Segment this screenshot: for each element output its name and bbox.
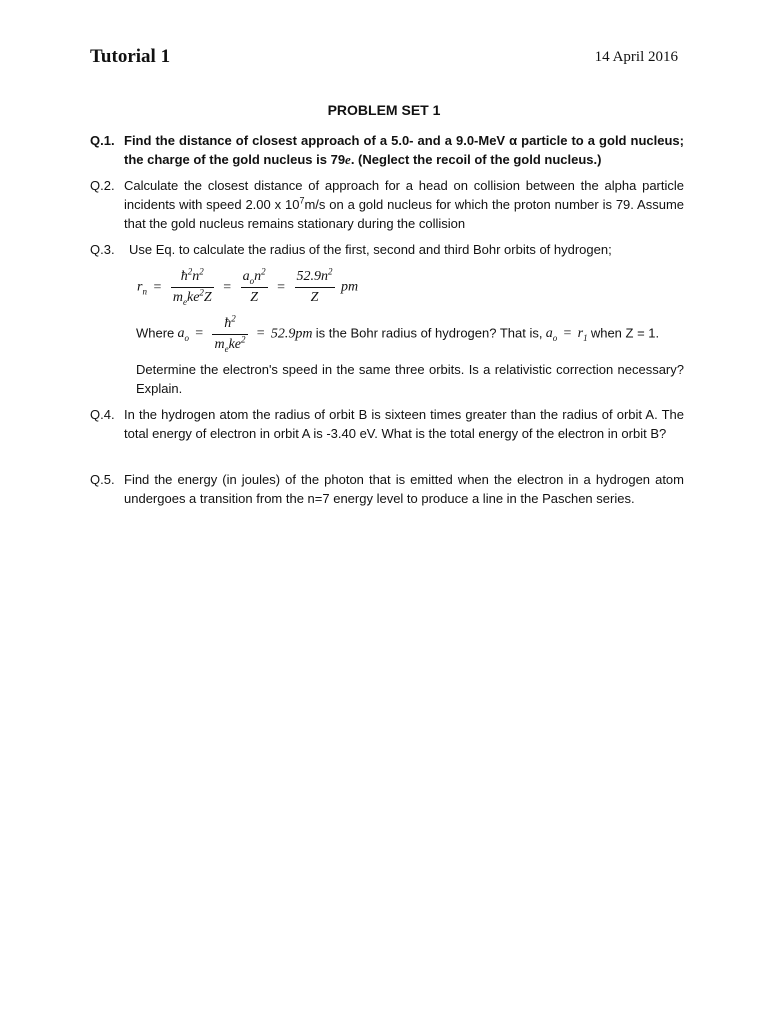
equation-fraction: $\frac{ħ^2}{m_eke^2}$ <box>214 313 246 354</box>
problem-set-title: PROBLEM SET 1 <box>327 102 441 118</box>
question-1 <box>90 131 684 169</box>
question-number: Q.2. <box>90 178 115 193</box>
equation-fraction: $\frac{52.9n^2}{Z}$ <box>296 266 333 305</box>
question-text: Determine the electron's speed in the same three orbits. Is a relativistic correction necessary? Explain. <box>136 362 684 396</box>
equation-fraction: $\frac{a_on^2}{Z}$ <box>242 266 266 305</box>
tutorial-title: Tutorial 1 <box>90 46 171 67</box>
question-text: Find the energy (in joules) of the photon that is emitted when the electron in a hydrogen atom undergoes a transition from the n=7 energy level to produce a line in the Paschen series. <box>124 472 684 506</box>
question-text: In the hydrogen atom the radius of orbit B is sixteen times greater than the radius of orbit A. The total energy of electron in orbit A is -3.40 eV. What is the total energy of the electron in orbit B? <box>124 407 684 441</box>
tutorial-date: 14 April 2016 <box>594 49 678 65</box>
question-3-followup <box>90 360 684 398</box>
question-text: Use Eq. to calculate the radius of the first, second and third Bohr orbits of hydrogen; <box>129 242 612 257</box>
question-number: Q.5. <box>90 472 115 487</box>
question-text: Calculate the closest distance of approach for a head on collision between the alpha particle incidents with speed 2.00 x $10^7m/s$ on a gold nucleus for which the proton number is 79. Assume that the gold nucleus remains stationary during the collision <box>124 178 685 231</box>
question-4 <box>90 405 684 443</box>
bohr-radius-equation: $r_n$ = $\frac{ħ^2n^2}{m_eke^2Z}$ = $\frac{a_on^2}{Z}$ = $\frac{52.9n^2}{Z}$ pm <box>137 266 359 307</box>
question-5 <box>90 470 684 508</box>
question-2 <box>90 176 684 233</box>
equation-fraction: $\frac{ħ^2n^2}{m_eke^2Z}$ <box>172 266 212 307</box>
question-number: Q.3. <box>90 242 115 257</box>
question-number: Q.1. <box>90 133 115 148</box>
question-number: Q.4. <box>90 407 115 422</box>
question-text: Find the distance of closest approach of a 5.0- and a 9.0-MeV α particle to a gold nucleus; the charge of the gold nucleus is 79e. (Neglect the recoil of the gold nucleus.) <box>124 133 684 167</box>
question-3 <box>90 240 684 259</box>
bohr-radius-definition: Where $a_o$ = $\frac{ħ^2}{m_eke^2}$ = 52.9pm is the Bohr radius of hydrogen? That is, $a_o = r_1$ when Z = 1. <box>136 313 660 354</box>
